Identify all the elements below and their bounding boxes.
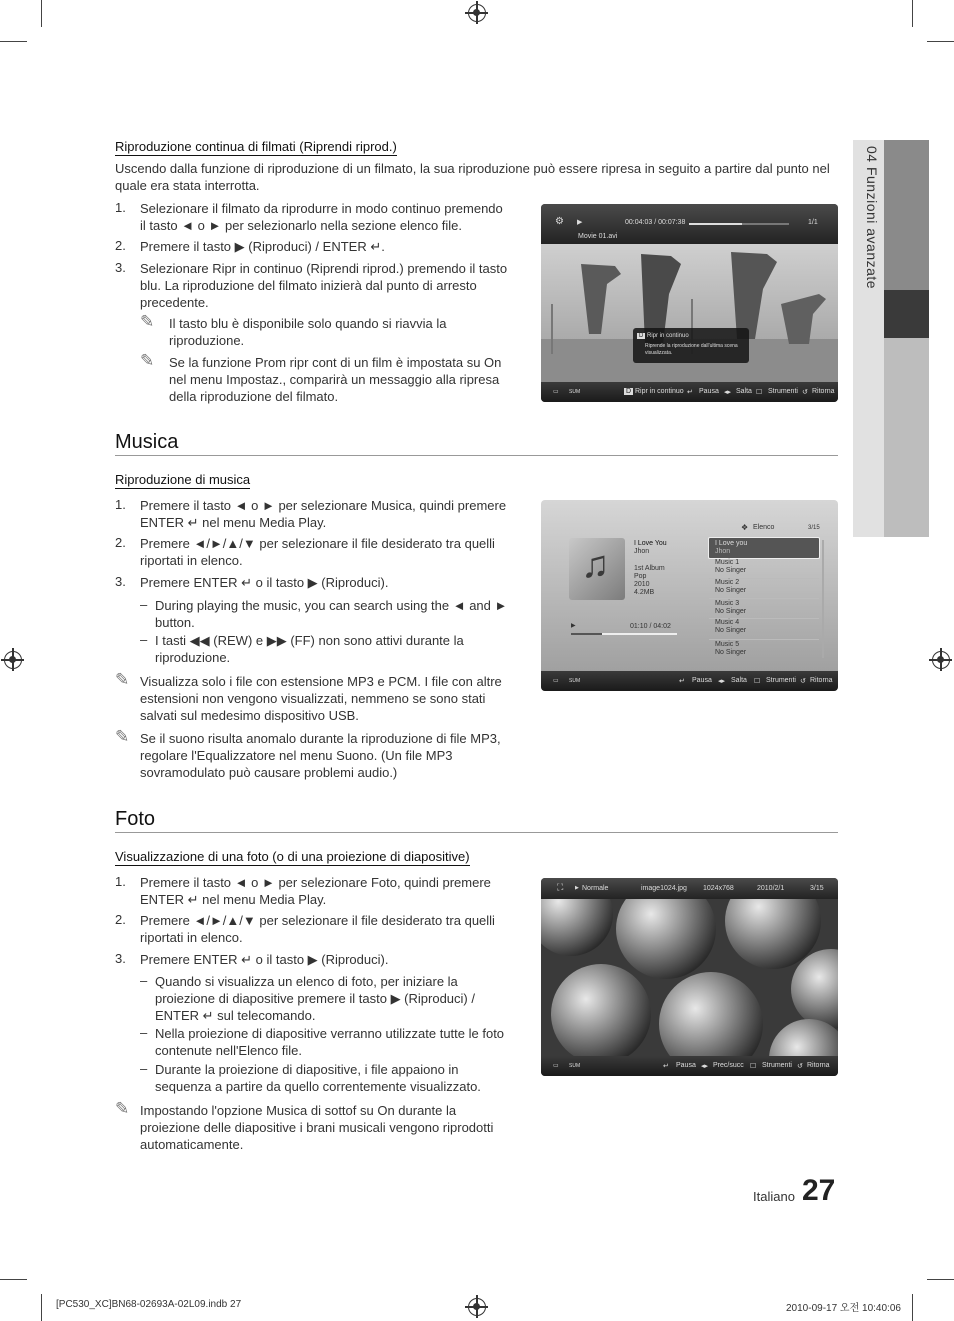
section-rule	[115, 455, 838, 456]
step-number: 3.	[115, 574, 126, 589]
crop-mark	[41, 0, 42, 27]
music-progress-fill	[571, 633, 602, 635]
bullet-text: During playing the music, you can search using the ◄ and ► button.	[155, 598, 508, 630]
list-icon: ❖	[741, 523, 749, 532]
list-item-title: Music 4	[715, 619, 740, 626]
bullet-dash: –	[140, 632, 148, 647]
crop-mark	[912, 0, 913, 27]
usb-icon: ▭	[553, 1063, 559, 1069]
footer-language: Italiano	[753, 1189, 795, 1204]
btn-tools[interactable]: Strumenti	[762, 1062, 792, 1069]
btn-pause[interactable]: Pausa	[676, 1062, 696, 1069]
chapter-tab-marker	[884, 290, 929, 338]
music-time: 01:10 / 04:02	[630, 623, 671, 630]
enter-icon: ↵	[663, 1063, 669, 1070]
list-item-sub: No Singer	[715, 649, 747, 656]
section-title-photo: Foto	[115, 808, 156, 830]
step-number: 1.	[115, 200, 126, 215]
intro-resume: Uscendo dalla funzione di riproduzione di un filmato, la sua riproduzione può essere ripresa in seguito a partire dal punto nel quale era stata interrotta.	[115, 161, 830, 193]
list-item-selected[interactable]	[708, 537, 820, 559]
btn-prev-next[interactable]: Prec/succ	[713, 1062, 744, 1069]
registration-mark-icon	[468, 4, 486, 22]
music-progress-track	[571, 633, 677, 635]
list-item[interactable]	[709, 558, 819, 577]
list-item-sub: No Singer	[715, 567, 747, 574]
note-pencil-icon: ✎	[115, 670, 130, 689]
crop-mark	[0, 1279, 27, 1280]
apples-photo	[541, 899, 838, 1056]
btn-skip[interactable]: Salta	[736, 388, 752, 395]
device-name: SUM	[569, 678, 581, 684]
blue-button-icon: D	[639, 333, 644, 339]
bullet-dash: –	[140, 597, 148, 612]
note-text: Se la funzione Prom ripr cont di un film è impostata su On nel menu Impostaz., comparirà un messaggio alla ripresa della riproduzione del filmato.	[169, 355, 502, 404]
bullet-dash: –	[140, 973, 148, 988]
registration-mark-icon	[932, 651, 950, 669]
photo-icon: ⛶	[557, 882, 564, 892]
list-item-sub: No Singer	[715, 608, 747, 615]
music-count: 3/15	[808, 525, 820, 531]
song-title: I Love You	[634, 540, 667, 547]
subheading-photo: Visualizzazione di una foto (o di una proiezione di diapositive)	[115, 849, 470, 864]
bullet-text: I tasti ◀◀ (REW) e ▶▶ (FF) non sono attivi durante la riproduzione.	[155, 633, 464, 665]
list-item-title: Music 5	[715, 641, 740, 648]
step-text: Selezionare Ripr in continuo (Riprendi riprod.) premendo il tasto blu. La riproduzione del filmato inizierà dal punto di arresto precedente.	[140, 261, 508, 310]
note-pencil-icon: ✎	[115, 1099, 130, 1118]
list-label: Elenco	[753, 524, 775, 531]
bullet-dash: –	[140, 1061, 148, 1076]
note-pencil-icon: ✎	[115, 727, 130, 746]
bullet-text: Nella proiezione di diapositive verranno utilizzate tutte le foto contenute nell'Elenco file.	[155, 1026, 505, 1058]
list-item-title: Music 3	[715, 600, 740, 607]
list-item-title: I Love you	[715, 540, 748, 547]
step-number: 3.	[115, 951, 126, 966]
step-text: Premere il tasto ◄ o ► per selezionare Foto, quindi premere ENTER ↵ nel menu Media Play.	[140, 875, 491, 907]
movie-icon: ⚙	[555, 216, 564, 227]
step-number: 2.	[115, 238, 126, 253]
bullet-text: Quando si visualizza un elenco di foto, per iniziare la proiezione di diapositive premere il tasto ▶ (Riproduci) / ENTER ↵ sul telecomando.	[155, 974, 475, 1023]
list-item-title: Music 2	[715, 579, 740, 586]
chapter-tab-block	[884, 338, 929, 537]
registration-mark-icon	[4, 651, 22, 669]
subheading-resume: Riproduzione continua di filmati (Riprendi riprod.)	[115, 139, 397, 154]
section-title-music: Musica	[115, 431, 179, 453]
step-number: 1.	[115, 497, 126, 512]
step-text: Premere il tasto ▶ (Riproduci) / ENTER ↵.	[140, 239, 385, 254]
tools-icon: ☐	[750, 1063, 757, 1070]
chapter-tab-block	[884, 140, 929, 290]
tools-icon: ☐	[756, 389, 763, 396]
crop-mark	[41, 1294, 42, 1321]
step-text: Premere ENTER ↵ o il tasto ▶ (Riproduci).	[140, 952, 389, 967]
step-number: 2.	[115, 535, 126, 550]
note-text: Impostando l'opzione Musica di sottof su On durante la proiezione delle diapositive i brani musicali vengono riprodotti automaticamente.	[140, 1103, 494, 1152]
photo-bottom-bar	[541, 1056, 838, 1076]
bullet-dash: –	[140, 1025, 148, 1040]
note-text: Il tasto blu è disponibile solo quando si riavvia la riproduzione.	[169, 316, 447, 348]
movie-count: 1/1	[808, 219, 818, 226]
step-text: Selezionare il filmato da riprodurre in modo continuo premendo il tasto ◄ o ► per selezionarlo nella sezione elenco file.	[140, 201, 503, 233]
return-icon: ↺	[802, 389, 808, 396]
return-icon: ↺	[797, 1063, 803, 1070]
usb-icon: ▭	[553, 389, 559, 395]
note-text: Se il suono risulta anomalo durante la riproduzione di file MP3, regolare l'Equalizzatore nel menu Suono. (Un file MP3 sovramodulato può causare problemi audio.)	[140, 731, 501, 780]
list-item[interactable]	[709, 639, 819, 659]
step-text: Premere ◄/►/▲/▼ per selezionare il file desiderato tra quelli riportati in elenco.	[140, 536, 495, 568]
movie-bottom-bar	[541, 382, 838, 402]
photo-screen	[541, 878, 838, 1076]
blue-button-icon: D	[626, 388, 632, 395]
arrows-icon: ◂▸	[718, 678, 726, 685]
popup-text: Riprende la riproduzione dall'ultima scena visualizzata.	[645, 343, 738, 356]
arrows-icon: ◂▸	[724, 389, 732, 396]
bullet-text: Durante la proiezione di diapositive, i file appaiono in sequenza a partire da quello correntemente visualizzato.	[155, 1062, 481, 1094]
chapter-label: 04 Funzioni avanzate	[864, 146, 880, 290]
enter-icon: ↵	[687, 389, 693, 396]
movie-file: Movie 01.avi	[578, 233, 618, 240]
btn-return[interactable]: Ritorna	[807, 1062, 830, 1069]
list-item-sub: No Singer	[715, 587, 747, 594]
crop-mark	[927, 1279, 954, 1280]
photo-file: image1024.jpg	[641, 885, 687, 892]
note-pencil-icon: ✎	[140, 351, 155, 370]
registration-mark-icon	[468, 1298, 486, 1316]
device-name: SUM	[569, 389, 581, 395]
note-text: Visualizza solo i file con estensione MP3 e PCM. I file con altre estensioni non vengono visualizzati, nemmeno se sono stati salvati sul medesimo dispositivo USB.	[140, 674, 502, 723]
step-text: Premere il tasto ◄ o ► per selezionare Musica, quindi premere ENTER ↵ nel menu Media Play.	[140, 498, 507, 530]
movie-screen	[541, 204, 838, 402]
resume-popup	[633, 328, 749, 363]
song-size: 4.2MB	[634, 589, 655, 596]
list-item-sub: No Singer	[715, 627, 747, 634]
step-number: 2.	[115, 912, 126, 927]
list-scrollbar[interactable]	[822, 540, 824, 658]
tools-icon: ☐	[754, 678, 761, 685]
btn-tools[interactable]: Strumenti	[766, 677, 796, 684]
progress-track	[689, 223, 789, 225]
section-rule	[115, 832, 838, 833]
enter-icon: ↵	[679, 678, 685, 685]
device-name: SUM	[569, 1063, 581, 1069]
arrows-icon: ◂▸	[701, 1063, 709, 1070]
music-screen	[541, 500, 838, 691]
progress-fill	[689, 223, 742, 225]
song-artist: Jhon	[634, 548, 650, 555]
album-art	[569, 538, 625, 600]
movie-time: 00:04:03 / 00:07:38	[625, 219, 686, 226]
print-slug-right: 2010-09-17 오전 10:40:06	[786, 1303, 901, 1314]
song-genre: Pop	[634, 573, 647, 580]
list-item[interactable]	[709, 618, 819, 638]
play-icon: ▶	[577, 219, 583, 226]
btn-tools[interactable]: Strumenti	[768, 388, 798, 395]
step-number: 1.	[115, 874, 126, 889]
subheading-music: Riproduzione di musica	[115, 472, 251, 487]
list-item[interactable]	[709, 578, 819, 598]
music-bottom-bar	[541, 671, 838, 691]
photo-date: 2010/2/1	[757, 885, 785, 892]
btn-return[interactable]: Ritorna	[812, 388, 835, 395]
photo-mode: Normale	[582, 885, 609, 892]
music-note-icon: ♫	[581, 544, 610, 586]
list-item[interactable]	[709, 598, 819, 618]
note-pencil-icon: ✎	[140, 312, 155, 331]
movie-top-bar	[541, 204, 838, 244]
btn-return[interactable]: Ritorna	[810, 677, 833, 684]
step-text: Premere ENTER ↵ o il tasto ▶ (Riproduci).	[140, 575, 389, 590]
photo-top-bar	[541, 878, 838, 899]
play-icon: ▶	[571, 623, 576, 629]
page-number: 27	[802, 1174, 836, 1207]
step-text: Premere ◄/►/▲/▼ per selezionare il file desiderato tra quelli riportati in elenco.	[140, 913, 495, 945]
play-icon: ▶	[575, 885, 579, 891]
crop-mark	[912, 1294, 913, 1321]
popup-title: Ripr in continuo	[647, 333, 689, 339]
btn-pause[interactable]: Pausa	[699, 388, 719, 395]
btn-pause[interactable]: Pausa	[692, 677, 712, 684]
return-icon: ↺	[800, 678, 806, 685]
btn-skip[interactable]: Salta	[731, 677, 747, 684]
step-number: 3.	[115, 260, 126, 275]
photo-count: 3/15	[810, 885, 824, 892]
usb-icon: ▭	[553, 678, 559, 684]
photo-res: 1024x768	[703, 885, 734, 892]
list-item-title: Music 1	[715, 559, 740, 566]
btn-resume[interactable]: Ripr in continuo	[635, 388, 684, 395]
crop-mark	[927, 41, 954, 42]
list-item-sub: Jhon	[715, 548, 731, 555]
song-year: 2010	[634, 581, 650, 588]
print-slug-left: [PC530_XC]BN68-02693A-02L09.indb 27	[56, 1299, 242, 1310]
song-album: 1st Album	[634, 565, 665, 572]
crop-mark	[0, 41, 27, 42]
